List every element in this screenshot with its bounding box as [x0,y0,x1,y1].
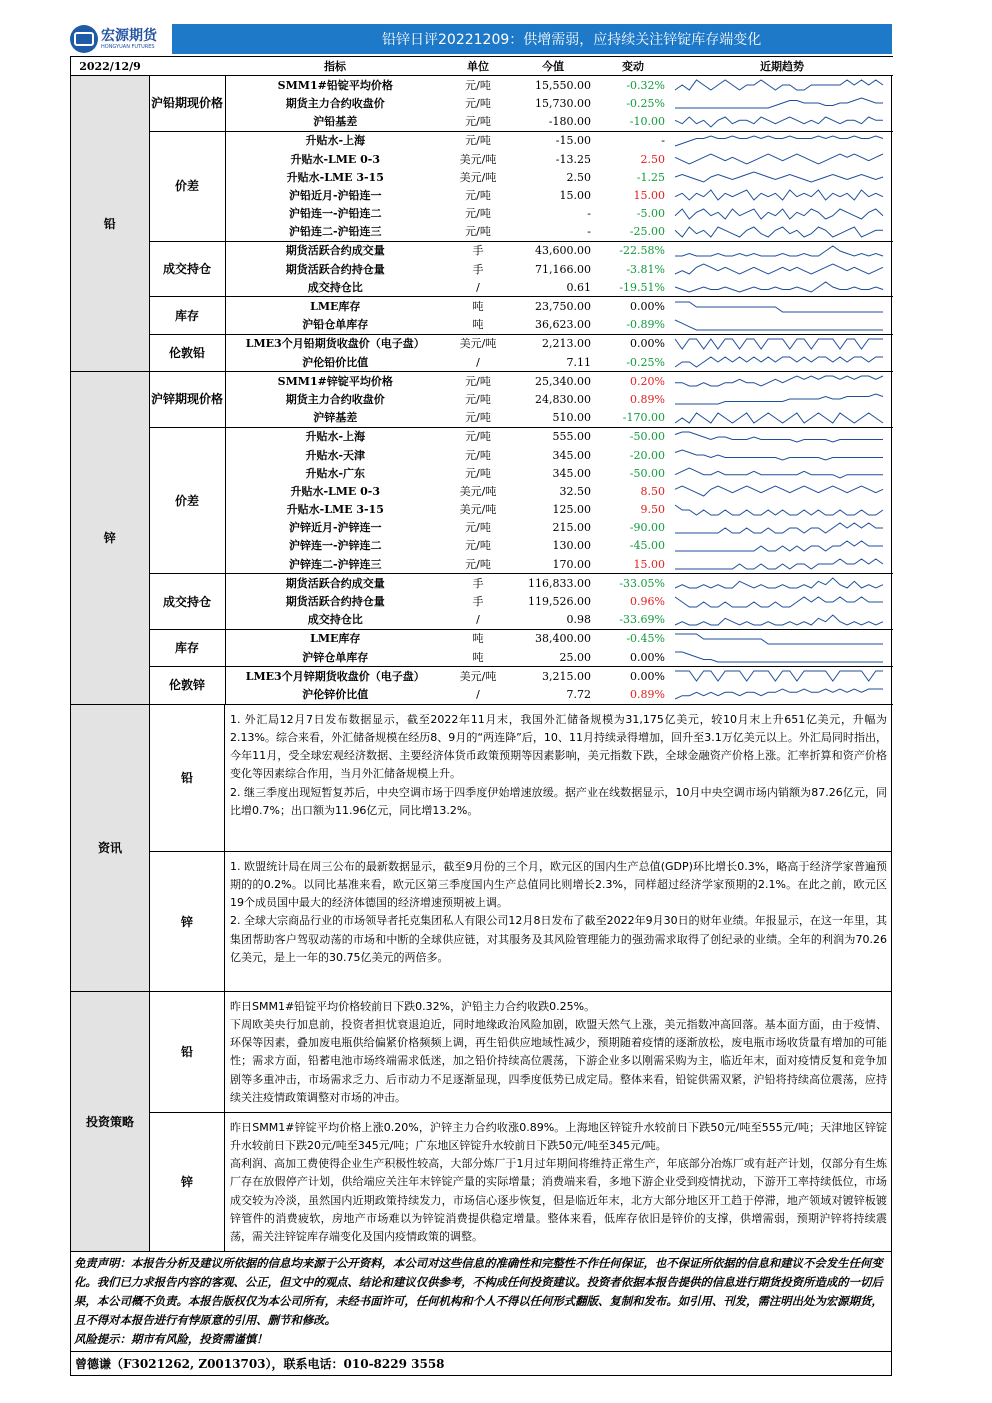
value-cell: 43,600.00 [511,241,595,260]
unit-cell: 美元/吨 [459,484,497,498]
trend-sparkline [671,521,887,535]
trend-sparkline [671,539,887,553]
category-cell: 锌 [71,372,149,704]
indicator-name: 成交持仓比 [307,613,363,627]
value-cell: 116,833.00 [511,574,595,593]
value-cell: 345.00 [552,466,591,480]
info-zinc-para-2: 2. 全球大宗商品行业的市场领导者托克集团私人有限公司12月8日发布了截至2022年9月30日的财年业绩。年报显示，在这一年里，其集团帮助客户驾驭动荡的市场和中断的全球供应链，对其服务及其风险管理能力的强劲需求取得了创纪录的业绩。全年的利润为70.26亿美元，是上一年的30.75亿美元的两倍多。 [230,914,887,965]
indicator-name: 升贴水-天津 [305,448,366,462]
group-cell: 沪锌期现价格 [149,372,225,428]
indicator-name: 升贴水-LME 0-3 [290,152,381,166]
value-cell: 25.00 [559,650,591,664]
change-cell: 15.00 [633,557,665,571]
unit-cell: 吨 [445,629,511,648]
unit-cell: 元/吨 [445,131,511,150]
trend-cell [671,592,893,610]
unit-cell: / [476,280,480,294]
indicator-name: 沪锌近月-沪锌连一 [288,521,382,535]
trend-sparkline [671,152,887,166]
value-cell: 15.00 [559,188,591,202]
change-cell: -170.00 [622,411,665,425]
report-date: 2022/12/9 [71,57,149,76]
trend-cell [671,94,893,112]
indicator-name: 沪铅连一-沪铅连二 [288,207,382,221]
unit-cell: 手 [472,262,484,276]
trend-sparkline [671,78,887,92]
trend-cell [671,353,893,372]
unit-cell: / [476,687,480,701]
unit-cell: 元/吨 [465,539,491,553]
indicator-name: 期货活跃合约成交量 [225,241,445,260]
table-row [71,297,893,316]
indicator-name: LME3个月铅期货收盘价（电子盘） [225,334,445,353]
value-cell: 25,340.00 [511,372,595,391]
indicator-name: 沪铅基差 [313,115,358,129]
indicator-name: 沪铅连二-沪铅连三 [288,225,382,239]
trend-sparkline [671,280,887,294]
logo-text-en: HONGYUAN FUTURES [101,43,155,50]
table-row [71,629,893,648]
indicator-name: 升贴水-广东 [305,466,366,480]
value-cell: 170.00 [552,557,591,571]
group-cell: 库存 [149,297,225,334]
trend-cell [671,409,893,428]
trend-cell [671,372,893,391]
unit-cell: 元/吨 [465,448,491,462]
indicator-name: 期货主力合约收盘价 [285,392,385,406]
unit-cell: 元/吨 [465,188,491,202]
change-cell: -0.89% [626,318,665,332]
disclaimer-text: 免责声明：本报告分析及建议所依据的信息均来源于公开资料，本公司对这些信息的准确性和完整性不作任何保证，也不保证所依据的信息和建议不会发生任何变化。我们已力求报告内容的客观、公正，但文中的观点、结论和建议仅供参考，不构成任何投资建议。投资者依据本报告提供的信息进行期货投资所造成的一切后果，本公司概不负责。本报告版权仅为本公司所有，未经书面许可，任何机构和个人不得以任何形式翻版、复制和发布。如引用、刊发，需注明出处为宏源期货，且不得对本报告进行有悖原意的引用、删节和修改。 [74,1255,883,1327]
change-cell: -90.00 [629,521,665,535]
trend-cell [671,611,893,630]
change-cell: -33.05% [595,574,671,593]
trend-sparkline [671,337,887,351]
table-row [71,372,893,391]
value-cell: - [587,225,591,239]
indicator-name: 沪锌仓单库存 [302,650,369,664]
unit-cell: 手 [445,241,511,260]
trend-sparkline [671,170,887,184]
change-cell: -45.00 [629,539,665,553]
value-cell: 215.00 [552,521,591,535]
strategy-lead [150,992,891,1112]
change-cell: -5.00 [636,207,665,221]
unit-cell: / [476,355,480,369]
trend-cell [671,482,893,500]
indicator-name: 升贴水-上海 [225,427,445,446]
indicator-name: 期货活跃合约持仓量 [285,262,385,276]
value-cell: 7.72 [566,687,591,701]
value-cell: 119,526.00 [528,595,591,609]
trend-cell [671,667,893,686]
company-logo [70,23,166,55]
indicator-name: 成交持仓比 [307,280,363,294]
unit-cell: 美元/吨 [445,667,511,686]
group-cell: 价差 [149,131,225,241]
change-cell: -0.25% [626,96,665,110]
change-cell: -20.00 [629,448,665,462]
trend-cell [671,131,893,150]
trend-cell [671,629,893,648]
trend-sparkline [671,392,887,406]
trend-sparkline [671,613,887,627]
unit-cell: 元/吨 [465,411,491,425]
indicator-name: 沪锌基差 [313,411,358,425]
change-cell: 15.00 [633,188,665,202]
value-cell: 0.98 [566,613,591,627]
trend-cell [671,555,893,574]
unit-cell: 吨 [445,297,511,316]
info-section [71,705,891,992]
trend-cell [671,186,893,204]
table-row [71,241,893,260]
value-cell: 15,730.00 [535,96,591,110]
trend-sparkline [671,355,887,369]
trend-sparkline [671,115,887,129]
info-zinc-label: 锌 [150,852,225,991]
trend-cell [671,150,893,168]
unit-cell: 元/吨 [465,521,491,535]
unit-cell: 元/吨 [465,207,491,221]
indicator-name: 沪锌连二-沪锌连三 [288,557,382,571]
value-cell: 23,750.00 [511,297,595,316]
value-cell: 15,550.00 [511,76,595,95]
table-row [71,131,893,150]
trend-sparkline [671,466,887,480]
unit-cell: 元/吨 [465,115,491,129]
trend-cell [671,427,893,446]
report-page [70,22,892,1376]
trend-cell [671,168,893,186]
change-cell: -50.00 [629,466,665,480]
change-cell: 0.20% [595,372,671,391]
logo-text-cn: 宏源期货 [101,27,157,44]
unit-cell: 吨 [472,318,484,332]
change-cell: 0.00% [595,667,671,686]
table-row [71,574,893,593]
header-change: 变动 [595,57,671,76]
value-cell: 130.00 [552,539,591,553]
unit-cell: 元/吨 [465,392,491,406]
group-cell: 成交持仓 [149,241,225,297]
group-cell: 伦敦铅 [149,334,225,371]
indicator-name: 沪伦锌价比值 [302,687,369,701]
trend-cell [671,113,893,132]
table-row [71,667,893,686]
unit-cell: 美元/吨 [459,170,497,184]
trend-cell [671,464,893,482]
trend-cell [671,519,893,537]
strategy-zinc-label: 锌 [150,1113,225,1251]
value-cell: 24,830.00 [535,392,591,406]
trend-cell [671,501,893,519]
group-cell: 沪铅期现价格 [149,76,225,132]
trend-sparkline [671,134,887,148]
logo-icon [70,25,98,53]
change-cell: 0.00% [595,297,671,316]
table-row [71,334,893,353]
value-cell: 555.00 [511,427,595,446]
header-trend: 近期趋势 [671,57,893,76]
strategy-label: 投资策略 [71,992,150,1251]
unit-cell: 元/吨 [465,225,491,239]
value-cell: -15.00 [511,131,595,150]
change-cell: -33.69% [619,613,665,627]
unit-cell: 元/吨 [465,96,491,110]
header-indicator: 指标 [225,57,445,76]
unit-cell: 美元/吨 [445,334,511,353]
info-lead-para-1: 1. 外汇局12月7日发布数据显示，截至2022年11月末，我国外汇储备规模为31,175亿美元，较10月末上升651亿美元，升幅为2.13%。综合来看，外汇储备规模在经历8、9月的“两连降”后，10、11月持续录得增加，回升至3.1万亿美元以上。外汇局同时指出，今年11月，受全球宏观经济数据、主要经济体货币政策预期等因素影响，美元指数下跌，全球金融资产价格上涨。汇率折算和资产价格变化等因素综合作用，当月外汇储备规模上升。 [230,712,887,781]
trend-sparkline [671,595,887,609]
group-cell: 成交持仓 [149,574,225,630]
trend-sparkline [671,650,887,664]
header-unit: 单位 [445,57,511,76]
risk-warning: 风险提示：期市有风险，投资需谨慎！ [74,1331,268,1346]
change-cell: 0.89% [630,392,665,406]
info-zinc [150,851,891,991]
trend-sparkline [671,318,887,332]
trend-sparkline [671,244,887,258]
value-cell: 2,213.00 [511,334,595,353]
unit-cell: 元/吨 [445,427,511,446]
trend-sparkline [671,503,887,517]
trend-sparkline [671,207,887,221]
trend-sparkline [671,430,887,444]
change-cell: -25.00 [629,225,665,239]
category-cell: 铅 [71,76,149,372]
change-cell: -0.45% [595,629,671,648]
strategy-lead-para-2: 下周欧美央行加息前，投资者担忧衰退迫近，同时地缘政治风险加剧，欧盟天然气上涨，美元指数冲高回落。基本面方面，由于疫情、环保等因素，叠加废电瓶供给偏紧价格频频上调，再生铅供应地域性减少，预期随着疫情的逐渐放松，废电瓶市场收货量有增加的可能性；需求方面，铅蓄电池市场终端需求低迷，加之铅价持续高位震荡，下游企业多以刚需采购为主，临近年末，面对疫情反复和竞争加剧等多重冲击，市场需求乏力、后市动力不足逐渐显现，四季度低势已成定局。整体来看，铅锭供需双紧，沪铅将持续高位震荡，应持续关注疫情政策调整对市场的冲击。 [230,1017,887,1105]
trend-sparkline [671,632,887,646]
unit-cell: / [476,613,480,627]
indicator-name: 沪铅仓单库存 [302,318,369,332]
indicator-name: 升贴水-LME 3-15 [286,170,384,184]
strategy-zinc-para-2: 高利润、高加工费使得企业生产积极性较高，大部分炼厂于1月过年期间将维持正常生产，年底部分冶炼厂或有赶产计划，仅部分有生炼厂存在放假停产计划，供给端应关注年末锌锭产量的实际增量；消费端来看，多地下游企业受到疫情扰动，下游开工率持续低位，市场成交较为冷淡，虽然国内近期政策持续发力，市场信心逐步恢复，但是临近年末，北方大部分地区开工趋于停滞，地产领域对镀锌板镀锌管件的消费疲软，房地产市场难以为锌锭消费提供稳定增量。整体来看，低库存依旧是锌价的支撑，供增需弱，预期沪锌将持续震荡，需关注锌锭库存端变化及国内疫情政策的调整。 [230,1157,887,1244]
group-cell: 库存 [149,629,225,666]
value-cell: 7.11 [566,355,591,369]
indicator-name: 升贴水-LME 3-15 [286,503,384,517]
indicator-name: 沪锌连一-沪锌连二 [288,539,382,553]
change-cell: -50.00 [595,427,671,446]
change-cell: - [595,131,671,150]
strategy-lead-label: 铅 [150,992,225,1112]
change-cell: -3.81% [626,262,665,276]
analyst-contact: 曾德谦（F3021262, Z0013703），联系电话：010-8229 3558 [71,1352,891,1376]
change-cell: -1.25 [636,170,665,184]
trend-cell [671,241,893,260]
change-cell: 0.96% [630,595,665,609]
indicator-name: 沪伦铅价比值 [302,355,369,369]
trend-sparkline [671,411,887,425]
value-cell: - [587,207,591,221]
change-cell: 2.50 [640,152,665,166]
unit-cell: 手 [445,574,511,593]
info-lead [150,705,891,851]
trend-cell [671,76,893,95]
unit-cell: 美元/吨 [459,152,497,166]
table-header-row [71,57,893,76]
unit-cell: 元/吨 [445,76,511,95]
trend-cell [671,574,893,593]
unit-cell: 吨 [472,650,484,664]
trend-cell [671,297,893,316]
value-cell: 125.00 [552,503,591,517]
indicator-name: SMM1#锌锭平均价格 [225,372,445,391]
indicator-name: LME3个月锌期货收盘价（电子盘） [225,667,445,686]
trend-sparkline [671,188,887,202]
indicator-name: 沪铅近月-沪铅连一 [288,188,382,202]
unit-cell: 元/吨 [465,466,491,480]
indicator-name: SMM1#铅锭平均价格 [225,76,445,95]
change-cell: -19.51% [619,280,665,294]
trend-sparkline [671,374,887,388]
info-zinc-para-1: 1. 欧盟统计局在周三公布的最新数据显示，截至9月份的三个月，欧元区的国内生产总值(GDP)环比增长0.3%，略高于经济学家普遍预期的的0.2%。以同比基准来看，欧元区第三季度国内生产总值同比则增长2.3%，同样超过经济学家预期的2.1%。在此之前，欧元区19个成员国中最大的经济体德国的经济增速预期被上调。 [230,859,887,910]
info-lead-para-2: 2. 继三季度出现短暂复苏后，中央空调市场于四季度伊始增速放缓。据产业在线数据显示，10月中央空调市场内销额为87.26亿元，同比增0.7%；出口额为11.96亿元，同比增13.2%。 [230,785,887,818]
trend-cell [671,390,893,408]
trend-cell [671,334,893,353]
indicator-name: 升贴水-上海 [225,131,445,150]
trend-cell [671,537,893,555]
trend-cell [671,446,893,464]
trend-sparkline [671,300,887,314]
change-cell: 0.89% [630,687,665,701]
trend-cell [671,223,893,242]
trend-cell [671,685,893,704]
change-cell: 0.00% [630,650,665,664]
value-cell: 345.00 [552,448,591,462]
indicator-name: 期货活跃合约成交量 [225,574,445,593]
trend-sparkline [671,557,887,571]
indicator-name: LME库存 [225,297,445,316]
change-cell: -10.00 [629,115,665,129]
group-cell: 伦敦锌 [149,667,225,704]
header-value: 今值 [511,57,595,76]
report-frame [70,56,892,1376]
value-cell: 71,166.00 [535,262,591,276]
indicator-name: LME库存 [225,629,445,648]
strategy-zinc-para-1: 昨日SMM1#锌锭平均价格上涨0.20%，沪锌主力合约收涨0.89%。上海地区锌锭升水较前日下跌50元/吨至555元/吨；天津地区锌锭升水较前日下跌20元/吨至345元/吨；广东地区锌锭升水较前日下跌50元/吨至345元/吨。 [230,1120,887,1152]
trend-sparkline [671,484,887,498]
trend-sparkline [671,225,887,239]
strategy-zinc [150,1112,891,1251]
table-row [71,76,893,95]
indicator-name: 升贴水-LME 0-3 [290,484,381,498]
value-cell: 0.61 [566,280,591,294]
group-cell: 价差 [149,427,225,574]
trend-cell [671,260,893,278]
value-cell: -180.00 [548,115,591,129]
change-cell: -0.25% [626,355,665,369]
table-row [71,427,893,446]
report-header [70,22,892,56]
value-cell: 3,215.00 [511,667,595,686]
unit-cell: 元/吨 [465,557,491,571]
value-cell: 38,400.00 [511,629,595,648]
unit-cell: 手 [472,595,484,609]
strategy-section [71,992,891,1252]
change-cell: -22.58% [595,241,671,260]
value-cell: 2.50 [566,170,591,184]
change-cell: 0.00% [595,334,671,353]
info-lead-label: 铅 [150,705,225,851]
indicator-name: 期货活跃合约持仓量 [285,595,385,609]
unit-cell: 美元/吨 [459,503,497,517]
report-title: 铅锌日评20221209：供增需弱，应持续关注锌锭库存端变化 [172,24,892,54]
trend-sparkline [671,448,887,462]
change-cell: 8.50 [640,484,665,498]
value-cell: 36,623.00 [535,318,591,332]
trend-sparkline [671,96,887,110]
strategy-lead-para-1: 昨日SMM1#铅锭平均价格较前日下跌0.32%，沪铅主力合约收跌0.25%。 [230,999,596,1013]
trend-sparkline [671,669,887,683]
unit-cell: 元/吨 [445,372,511,391]
trend-cell [671,316,893,335]
trend-sparkline [671,687,887,701]
trend-cell [671,278,893,297]
info-label: 资讯 [71,705,150,991]
indicator-table [71,56,893,705]
trend-cell [671,648,893,667]
change-cell: -0.32% [595,76,671,95]
value-cell: 32.50 [559,484,591,498]
trend-sparkline [671,576,887,590]
indicator-name: 期货主力合约收盘价 [285,96,385,110]
value-cell: -13.25 [555,152,591,166]
change-cell: 9.50 [640,503,665,517]
disclaimer [71,1252,891,1352]
value-cell: 510.00 [552,411,591,425]
trend-cell [671,205,893,223]
trend-sparkline [671,262,887,276]
